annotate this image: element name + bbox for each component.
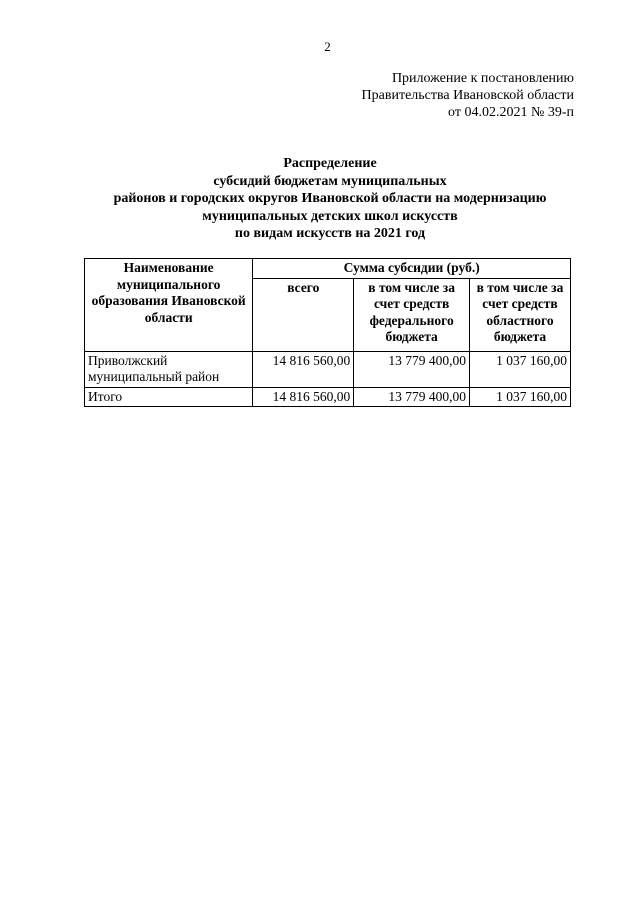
table-row: [85, 351, 571, 387]
appendix-line-3: от 04.02.2021 № 39-п: [448, 105, 574, 120]
page-number: 2: [324, 39, 331, 54]
title-line-1: Распределение: [283, 156, 377, 171]
header-municipality-name: Наименование муниципального образования Ивановской области: [85, 259, 253, 352]
row-municipality-name: Приволжский муниципальный район: [85, 351, 253, 387]
row-regional-amount: 1 037 160,00: [469, 351, 570, 387]
row-total-amount: 14 816 560,00: [253, 351, 354, 387]
header-total: всего: [253, 278, 354, 351]
appendix-line-1: Приложение к постановлению: [391, 71, 574, 86]
header-federal: в том числе за счет средств федерального бюджета: [354, 278, 470, 351]
document-title: [70, 155, 590, 243]
appendix-block: [362, 70, 574, 121]
table-header-row: [85, 259, 571, 279]
title-line-3: районов и городских округов Ивановской области на модернизацию: [113, 191, 547, 206]
subsidy-table: [84, 258, 571, 407]
row-federal-amount: 13 779 400,00: [354, 351, 470, 387]
total-row-federal-amount: 13 779 400,00: [354, 387, 470, 407]
appendix-line-2: Правительства Ивановской области: [361, 88, 574, 103]
title-line-4: муниципальных детских школ искусств: [202, 208, 458, 224]
total-row-label: Итого: [85, 387, 253, 407]
header-subsidy-sum: Сумма субсидии (руб.): [253, 259, 571, 279]
title-line-5: по видам искусств на 2021 год: [234, 226, 426, 241]
title-line-2: субсидий бюджетам муниципальных: [213, 173, 447, 189]
total-row-regional-amount: 1 037 160,00: [469, 387, 570, 407]
table-total-row: [85, 387, 571, 407]
total-row-total-amount: 14 816 560,00: [253, 387, 354, 407]
header-regional: в том числе за счет средств областного бюджета: [469, 278, 570, 351]
